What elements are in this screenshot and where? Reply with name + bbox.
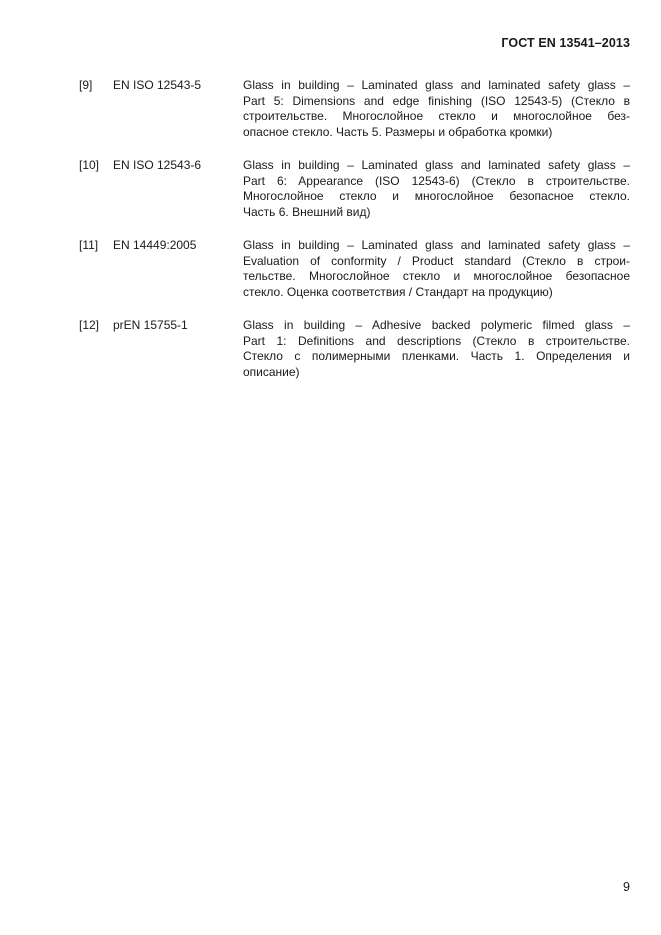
reference-number: [11] [79, 238, 99, 252]
reference-title-line: Part 5: Dimensions and edge finishing (ISO 12543-5) (Стекло в [243, 93, 630, 108]
reference-standard-code: EN ISO 12543-6 [113, 158, 202, 172]
document-header-id: ГОСТ EN 13541–2013 [501, 36, 630, 50]
reference-standard-code: EN 14449:2005 [113, 238, 197, 252]
reference-title-line: стекло. Оценка соответствия / Стандарт на продукцию) [243, 284, 553, 299]
page-number: 9 [623, 880, 630, 894]
reference-title-line: тельстве. Многослойное стекло и многослойное безопасное [243, 269, 630, 283]
reference-standard-code: EN ISO 12543-5 [113, 78, 202, 92]
reference-title [243, 238, 630, 300]
reference-entry [79, 78, 630, 140]
reference-title-line: Glass in building – Laminated glass and laminated safety glass – [243, 238, 630, 252]
reference-title-line: Glass in building – Laminated glass and laminated safety glass – [243, 78, 630, 92]
reference-entry [79, 318, 630, 380]
reference-title-line: Стекло с полимерными пленками. Часть 1. Определения и [243, 349, 630, 363]
reference-title-line: Evaluation of conformity / Product standard (Стекло в строи- [243, 253, 630, 268]
reference-title-line: строительстве. Многослойное стекло и многослойное без- [243, 109, 630, 123]
reference-title-line: Glass in building – Adhesive backed polymeric filmed glass – [243, 318, 630, 332]
reference-title-line: Part 1: Definitions and descriptions (Стекло в строительстве. [243, 333, 630, 348]
reference-title-line: Part 6: Appearance (ISO 12543-6) (Стекло в строительстве. [243, 173, 630, 188]
reference-number: [9] [79, 78, 93, 92]
reference-title-line: опасное стекло. Часть 5. Размеры и обработка кромки) [243, 124, 553, 139]
reference-title [243, 78, 630, 140]
reference-entry [79, 238, 630, 300]
reference-title-line: описание) [243, 364, 300, 379]
reference-title-line: Многослойное стекло и многослойное безопасное стекло. [243, 189, 630, 203]
reference-entry [79, 158, 630, 220]
reference-title-line: Glass in building – Laminated glass and laminated safety glass – [243, 158, 630, 172]
reference-standard-code: prEN 15755-1 [113, 318, 188, 332]
reference-title-line: Часть 6. Внешний вид) [243, 204, 371, 219]
reference-number: [12] [79, 318, 100, 332]
reference-title [243, 318, 630, 380]
reference-title [243, 158, 630, 220]
bibliography-list [79, 78, 630, 398]
reference-number: [10] [79, 158, 100, 172]
